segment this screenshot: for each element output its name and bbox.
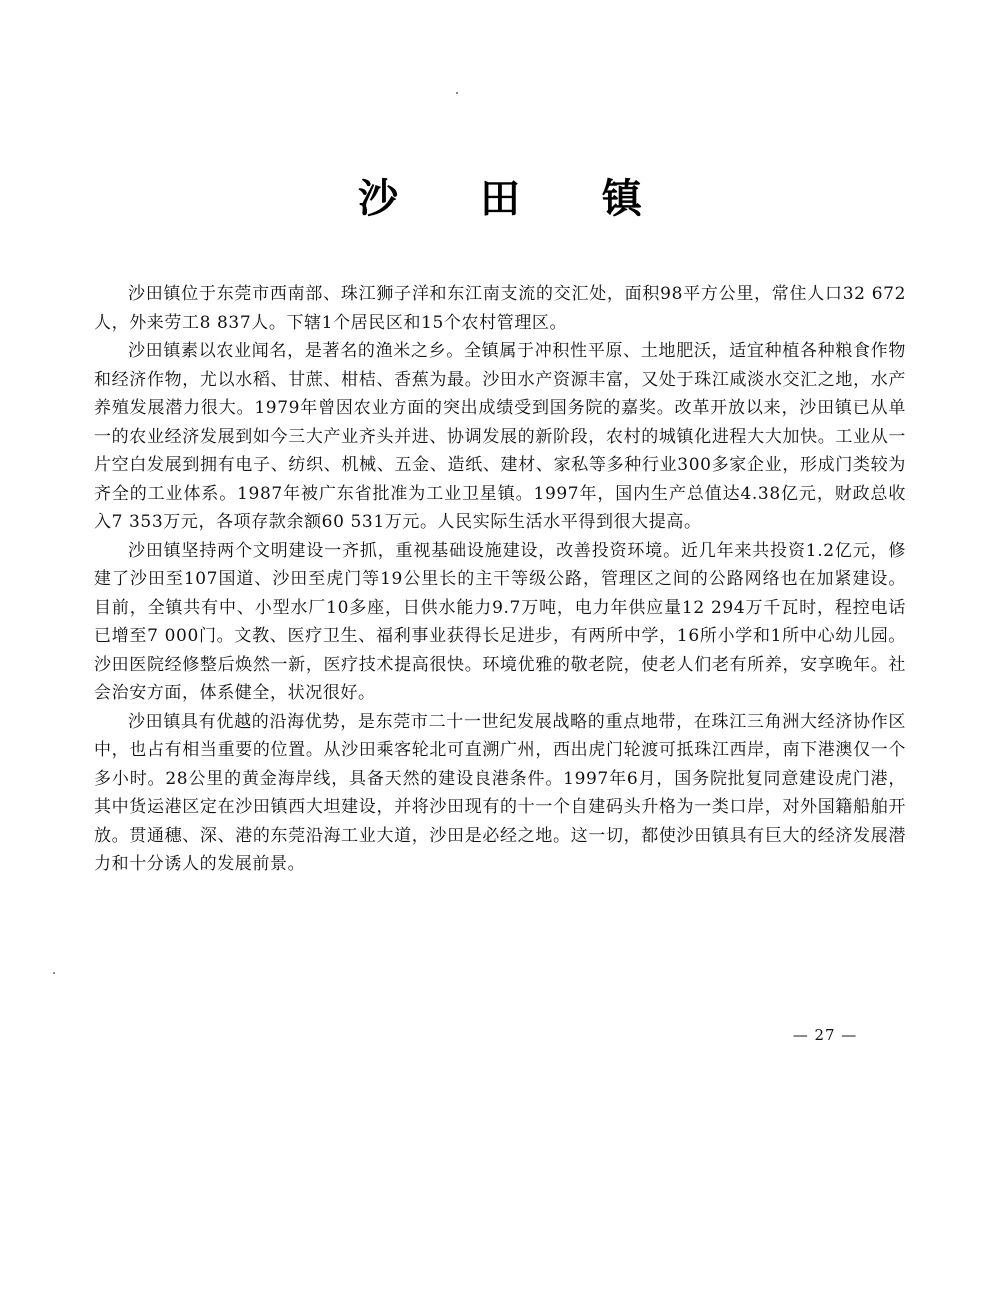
page-number: — 27 —: [792, 1026, 858, 1044]
paragraph-economy: 沙田镇素以农业闻名，是著名的渔米之乡。全镇属于冲积性平原、土地肥沃，适宜种植各种粮食作物和经济作物，尤以水稻、甘蔗、柑桔、香蕉为最。沙田水产资源丰富，又处于珠江咸淡水交汇之地，水产养殖发展潜力很大。1979年曾因农业方面的突出成绩受到国务院的嘉奖。改革开放以来，沙田镇已从单一的农业经济发展到如今三大产业齐头并进、协调发展的新阶段，农村的城镇化进程大大加快。工业从一片空白发展到拥有电子、纺织、机械、五金、造纸、建材、家私等多种行业300多家企业，形成门类较为齐全的工业体系。1987年被广东省批准为工业卫星镇。1997年，国内生产总值达4.38亿元，财政总收入7 353万元，各项存款余额60 531万元。人民实际生活水平得到很大提高。: [94, 341, 906, 532]
paragraph-location: 沙田镇具有优越的沿海优势，是东莞市二十一世纪发展战略的重点地带，在珠江三角洲大经济协作区中，也占有相当重要的位置。从沙田乘客轮北可直溯广州，西出虎门轮渡可抵珠江西岸，南下港澳仅一个多小时。28公里的黄金海岸线，具备天然的建设良港条件。1997年6月，国务院批复同意建设虎门港，其中货运港区定在沙田镇西大坦建设，并将沙田现有的十一个自建码头升格为一类口岸，对外国籍船舶开放。贯通穗、深、港的东莞沿海工业大道，沙田是必经之地。这一切，都使沙田镇具有巨大的经济发展潜力和十分诱人的发展前景。: [94, 711, 906, 874]
paragraph-infrastructure: 沙田镇坚持两个文明建设一齐抓，重视基础设施建设，改善投资环境。近几年来共投资1.2亿元，修建了沙田至107国道、沙田至虎门等19公里长的主干等级公路，管理区之间的公路网络也在加紧建设。目前，全镇共有中、小型水厂10多座，日供水能力9.7万吨，电力年供应量12 294万千瓦时，程控电话已增至7 000门。文教、医疗卫生、福利事业获得长足进步，有两所中学，16所小学和1所中心幼儿园。沙田医院经修整后焕然一新，医疗技术提高很快。环境优雅的敬老院，使老人们老有所养，安享晚年。社会治安方面，体系健全，状况很好。: [94, 540, 906, 703]
paragraph-overview: 沙田镇位于东莞市西南部、珠江狮子洋和东江南支流的交汇处，面积98平方公里，常住人口32 672人，外来劳工8 837人。下辖1个居民区和15个农村管理区。: [94, 284, 906, 333]
scan-speck: [53, 972, 55, 974]
body-text: [94, 280, 906, 879]
scan-speck: [456, 92, 458, 94]
page-title: 沙 田 镇: [358, 174, 676, 222]
